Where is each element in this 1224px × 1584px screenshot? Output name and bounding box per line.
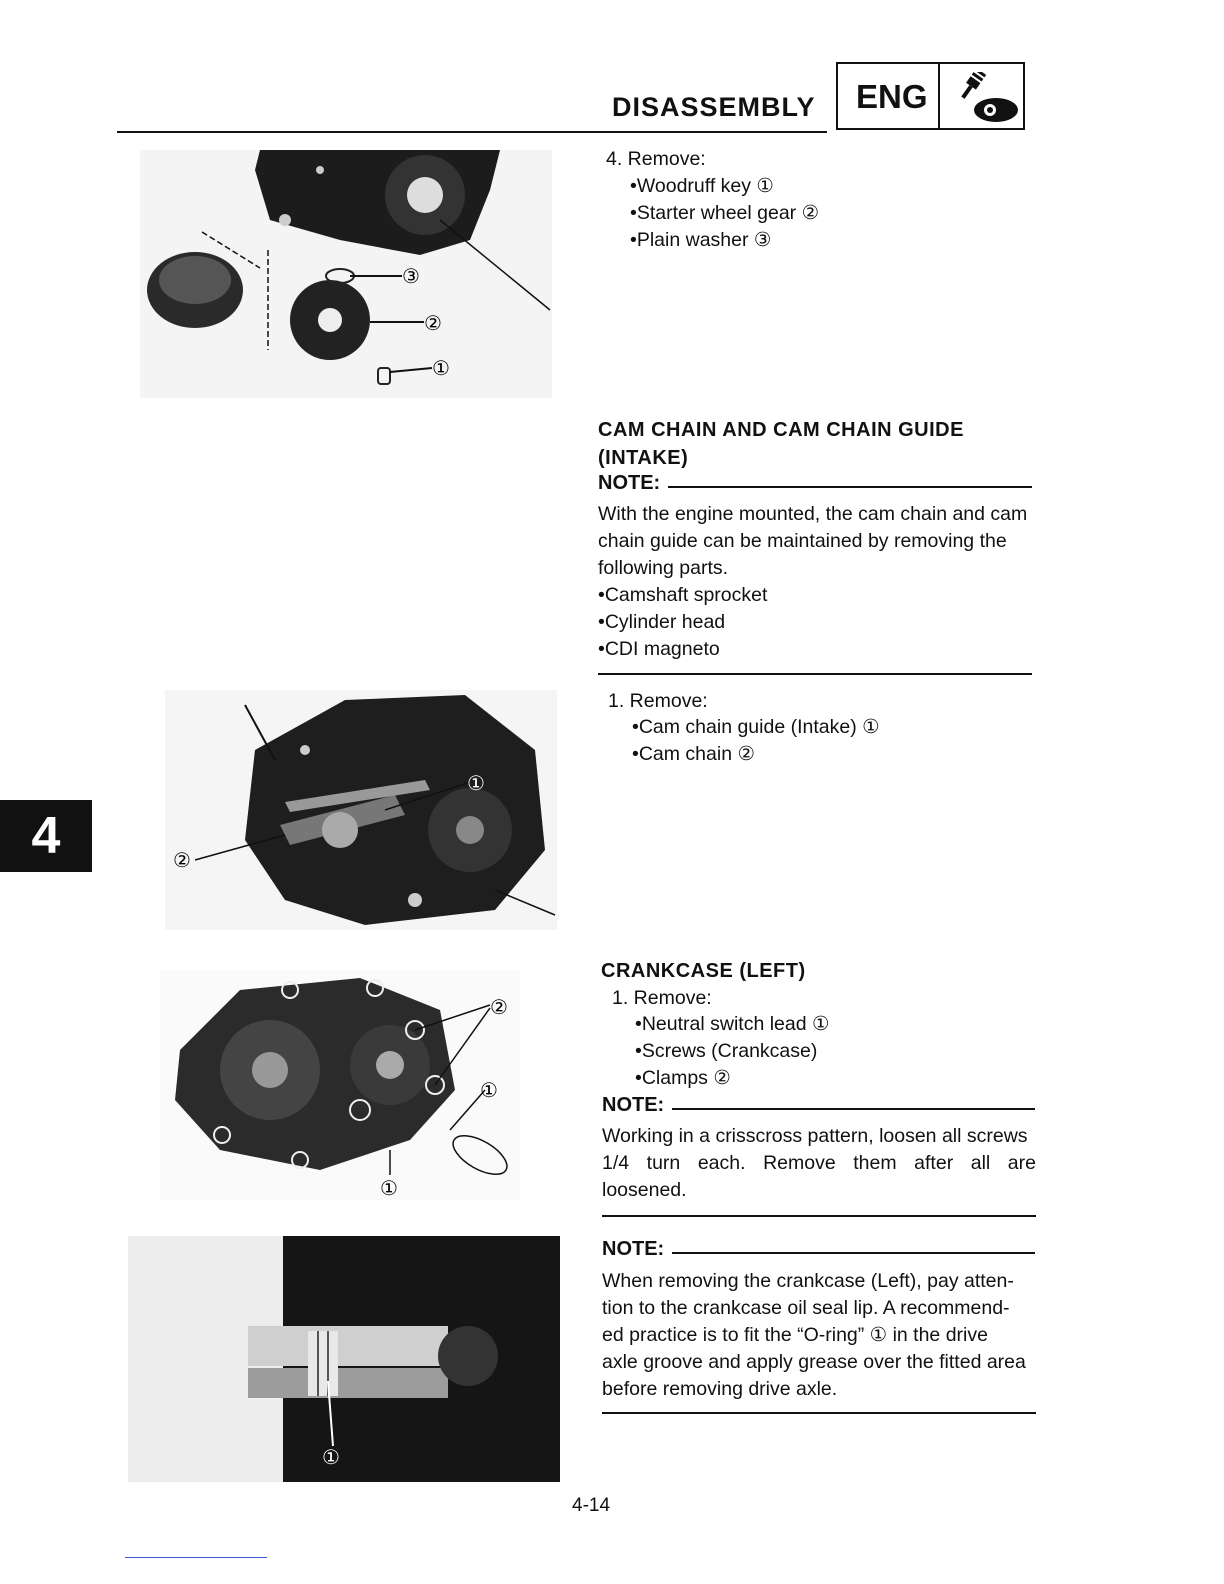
note-line: tion to the crankcase oil seal lip. A recommend- — [602, 1297, 1010, 1319]
note-rule — [672, 1252, 1035, 1254]
cam-chain-photo — [165, 690, 557, 930]
note-line: before removing drive axle. — [602, 1378, 838, 1400]
oil-seal-note-body — [602, 1268, 1038, 1403]
eng-badge — [836, 62, 1025, 130]
section-tab-marker: 4 — [0, 800, 92, 872]
note-line: With the engine mounted, the cam chain and cam — [598, 503, 1028, 525]
callout-1-bottom: ① — [380, 1176, 398, 1200]
callout-1: ① — [480, 1078, 498, 1102]
note-line: Working in a crisscross pattern, loosen all screws — [602, 1125, 1028, 1147]
crankcase-heading: CRANKCASE (LEFT) — [601, 960, 806, 982]
cam-chain-heading-line1: CAM CHAIN AND CAM CHAIN GUIDE — [598, 419, 964, 441]
header-rule — [117, 131, 827, 133]
crankcase-note-label — [602, 1094, 1035, 1117]
starter-gear-photo — [140, 150, 552, 398]
callout-2: ② — [490, 995, 508, 1019]
footer-line — [125, 1557, 267, 1558]
step4-item-plain-washer: •Plain washer ③ — [630, 229, 772, 251]
step4-item-starter-wheel-gear: •Starter wheel gear ② — [630, 202, 820, 224]
callout-1: ① — [432, 356, 450, 380]
callout-3: ③ — [402, 264, 420, 288]
cam-chain-note-body — [598, 501, 1034, 663]
note-line: ed practice is to fit the “O-ring” ① in the drive — [602, 1324, 988, 1346]
step-item-clamps: •Clamps ② — [635, 1067, 731, 1089]
engine-piston-icon — [946, 72, 1022, 126]
note-end-rule — [602, 1412, 1036, 1414]
note-label: NOTE: — [602, 1238, 665, 1260]
crankcase-note-body — [602, 1123, 1036, 1204]
drive-axle-photo — [128, 1236, 560, 1482]
note-label: NOTE: — [598, 472, 661, 494]
crankcase-photo — [160, 970, 520, 1200]
page-title: DISASSEMBLY — [612, 92, 816, 122]
note-item-camshaft-sprocket: •Camshaft sprocket — [598, 584, 768, 606]
eng-badge-divider — [938, 64, 940, 128]
crankcase-step-title: 1. Remove: — [612, 987, 712, 1009]
cam-chain-heading-line2: (INTAKE) — [598, 447, 689, 469]
cam-chain-note-label — [598, 472, 1032, 495]
callout-1: ① — [322, 1445, 340, 1469]
note-line: When removing the crankcase (Left), pay atten- — [602, 1270, 1014, 1292]
callout-1: ① — [467, 771, 485, 795]
note-end-rule — [598, 673, 1032, 675]
callout-2: ② — [173, 848, 191, 872]
step-item-cam-chain: •Cam chain ② — [632, 743, 755, 765]
note-line: 1/4 turn each. Remove them after all are — [602, 1152, 1036, 1174]
note-label: NOTE: — [602, 1094, 665, 1116]
cam-chain-step-title: 1. Remove: — [608, 690, 708, 712]
note-line: loosened. — [602, 1179, 687, 1201]
cam-chain-step-list — [632, 714, 880, 768]
oil-seal-note-label — [602, 1238, 1035, 1261]
note-item-cdi-magneto: •CDI magneto — [598, 638, 720, 660]
step-item-cam-chain-guide: •Cam chain guide (Intake) ① — [632, 716, 880, 738]
note-item-cylinder-head: •Cylinder head — [598, 611, 726, 633]
note-line: chain guide can be maintained by removing the — [598, 530, 1007, 552]
callout-2: ② — [424, 311, 442, 335]
note-line: axle groove and apply grease over the fitted area — [602, 1351, 1026, 1373]
step4-title: 4. Remove: — [606, 148, 706, 170]
step-item-neutral-switch-lead: •Neutral switch lead ① — [635, 1013, 830, 1035]
note-line: following parts. — [598, 557, 729, 579]
crankcase-step-list — [635, 1011, 829, 1092]
step4-item-woodruff-key: •Woodruff key ① — [630, 175, 774, 197]
cam-chain-heading — [598, 416, 964, 472]
note-rule — [668, 486, 1032, 488]
page-number: 4-14 — [572, 1495, 611, 1516]
step4-list — [630, 173, 819, 254]
note-end-rule — [602, 1215, 1036, 1217]
step-item-screws: •Screws (Crankcase) — [635, 1040, 818, 1062]
note-rule — [672, 1108, 1035, 1110]
eng-badge-label: ENG — [856, 78, 928, 115]
